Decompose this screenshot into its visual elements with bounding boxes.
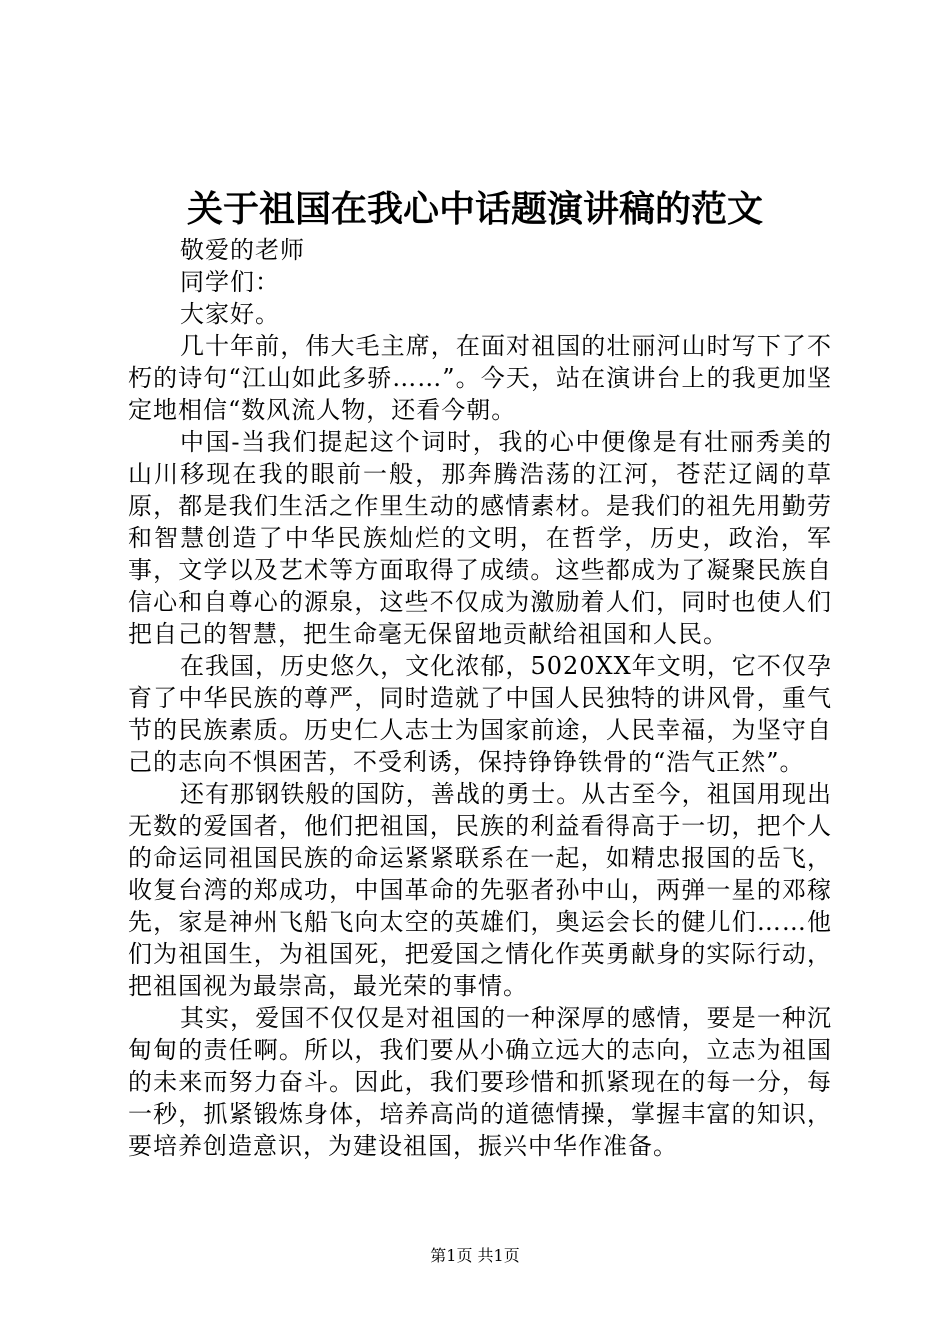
paragraph: 几十年前，伟大毛主席，在面对祖国的壮丽河山时写下了不朽的诗句“江山如此多骄……”。今天，站在演讲台上的我更加坚定地相信“数风流人物，还看今朝。 — [128, 332, 832, 424]
document-title: 关于祖国在我心中话题演讲稿的范文 — [186, 188, 763, 230]
salutation-greeting: 大家好。 — [180, 300, 280, 328]
salutation-classmates: 同学们： — [180, 268, 280, 296]
page-footer: 第1页 共1页 — [430, 1246, 520, 1265]
paragraph: 中国-当我们提起这个词时，我的心中便像是有壮丽秀美的山川移现在我的眼前一般，那奔腾浩荡的江河，苍茫辽阔的草原，都是我们生活之作里生动的感情素材。是我们的祖先用勤劳和智慧创造了中华民族灿烂的文明，在哲学，历史，政治，军事，文学以及艺术等方面取得了成绩。这些都成为了凝聚民族自信心和自尊心的源泉，这些不仅成为激励着人们，同时也使人们把自己的智慧，把生命毫无保留地贡献给祖国和人民。 — [128, 428, 832, 648]
paragraph: 还有那钢铁般的国防，善战的勇士。从古至今，祖国用现出无数的爱国者，他们把祖国，民族的利益看得高于一切，把个人的命运同祖国民族的命运紧紧联系在一起，如精忠报国的岳飞，收复台湾的郑成功，中国革命的先驱者孙中山，两弹一星的邓稼先，家是神州飞船飞向太空的英雄们，奥运会长的健儿们……他们为祖国生，为祖国死，把爱国之情化作英勇献身的实际行动，把祖国视为最崇高，最光荣的事情。 — [128, 780, 832, 1000]
document-body — [128, 234, 832, 1162]
salutation-teacher: 敬爱的老师 — [180, 236, 305, 264]
paragraph: 在我国，历史悠久，文化浓郁，5020XX年文明，它不仅孕育了中华民族的尊严，同时造就了中国人民独特的讲风骨，重气节的民族素质。历史仁人志士为国家前途，人民幸福，为坚守自己的志向不惧困苦，不受利诱，保持铮铮铁骨的“浩气正然”。 — [128, 652, 832, 776]
paragraph: 其实，爱国不仅仅是对祖国的一种深厚的感情，要是一种沉甸甸的责任啊。所以，我们要从小确立远大的志向，立志为祖国的未来而努力奋斗。因此，我们要珍惜和抓紧现在的每一分，每一秒，抓紧锻炼身体，培养高尚的道德情操，掌握丰富的知识，要培养创造意识，为建设祖国，振兴中华作准备。 — [128, 1004, 832, 1160]
